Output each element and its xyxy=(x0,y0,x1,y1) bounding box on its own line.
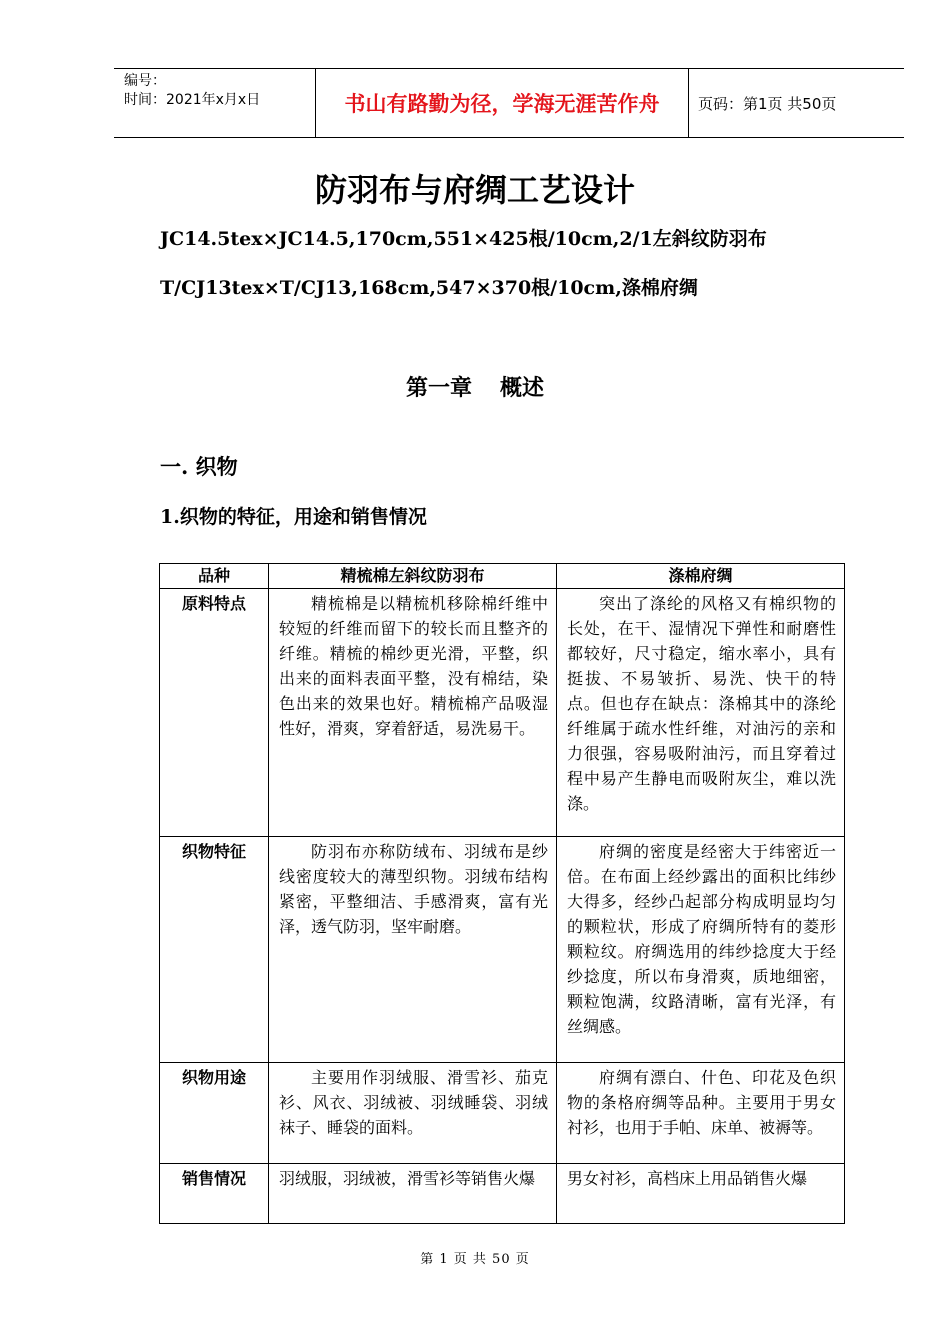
table-row xyxy=(160,589,845,837)
table-cell: 防羽布亦称防绒布、羽绒布是纱线密度较大的薄型织物。羽绒布结构紧密，平整细洁、手感滑爽，富有光泽，透气防羽，坚牢耐磨。 xyxy=(269,837,557,1063)
fabric-comparison-table xyxy=(159,563,845,1224)
page-header xyxy=(114,68,904,138)
table-header-row xyxy=(160,564,845,589)
table-cell: 府绸的密度是经密大于纬密近一倍。在布面上经纱露出的面积比纬纱大得多，经纱凸起部分构成明显均匀的颗粒状，形成了府绸所特有的菱形颗粒纹。府绸选用的纬纱捻度大于经纱捻度，所以布身滑爽，质地细密，颗粒饱满，纹路清晰，富有光泽，有丝绸感。 xyxy=(557,837,845,1063)
document-time-label: 时间：2021年x月x日 xyxy=(124,92,261,108)
document-title: 防羽布与府绸工艺设计 xyxy=(314,171,635,209)
table-cell: 男女衬衫，高档床上用品销售火爆 xyxy=(557,1164,845,1224)
header-page-info: 页码：第1页 共50页 xyxy=(698,94,837,113)
fabric-spec-1: JC14.5tex×JC14.5,170cm,551×425根/10cm,2/1左斜纹防羽布 xyxy=(160,228,767,250)
table-row xyxy=(160,1164,845,1224)
chapter-name: 概述 xyxy=(500,375,545,401)
chapter-heading xyxy=(0,371,950,402)
table-row xyxy=(160,1063,845,1164)
table-cell: 精梳棉是以精梳机移除棉纤维中较短的纤维而留下的较长而且整齐的纤维。精梳的棉纱更光滑，平整，织出来的面料表面平整，没有棉结，染色出来的效果也好。精梳棉产品吸湿性好，滑爽，穿着舒适，易洗易干。 xyxy=(269,589,557,837)
table-cell: 羽绒服，羽绒被，滑雪衫等销售火爆 xyxy=(269,1164,557,1224)
fabric-spec-2: T/CJ13tex×T/CJ13,168cm,547×370根/10cm,涤棉府绸 xyxy=(160,277,698,299)
table-header-cell: 涤棉府绸 xyxy=(557,564,845,589)
row-category: 织物特征 xyxy=(160,837,269,1063)
header-meta xyxy=(114,69,315,137)
section-heading: 一. 织物 xyxy=(160,454,238,479)
row-category: 原料特点 xyxy=(160,589,269,837)
document-number-label: 编号： xyxy=(124,73,166,89)
page-footer: 第 1 页 共 50 页 xyxy=(420,1252,530,1267)
table-header-cell: 品种 xyxy=(160,564,269,589)
table-cell: 府绸有漂白、什色、印花及色织物的条格府绸等品种。主要用于男女衬衫，也用于手帕、床单、被褥等。 xyxy=(557,1063,845,1164)
table-cell: 主要用作羽绒服、滑雪衫、茄克衫、风衣、羽绒被、羽绒睡袋、羽绒袜子、睡袋的面料。 xyxy=(269,1063,557,1164)
table-cell: 突出了涤纶的风格又有棉织物的长处，在干、湿情况下弹性和耐磨性都较好，尺寸稳定，缩水率小，具有挺拔、不易皱折、易洗、快干的特点。但也存在缺点：涤棉其中的涤纶纤维属于疏水性纤维，对油污的亲和力很强，容易吸附油污，而且穿着过程中易产生静电而吸附灰尘，难以洗涤。 xyxy=(557,589,845,837)
header-motto: 书山有路勤为径，学海无涯苦作舟 xyxy=(315,69,689,137)
chapter-number: 第一章 xyxy=(405,375,472,401)
table-row xyxy=(160,837,845,1063)
row-category: 销售情况 xyxy=(160,1164,269,1224)
row-category: 织物用途 xyxy=(160,1063,269,1164)
table-header-cell: 精梳棉左斜纹防羽布 xyxy=(269,564,557,589)
subsection-heading: 1.织物的特征，用途和销售情况 xyxy=(160,506,427,528)
